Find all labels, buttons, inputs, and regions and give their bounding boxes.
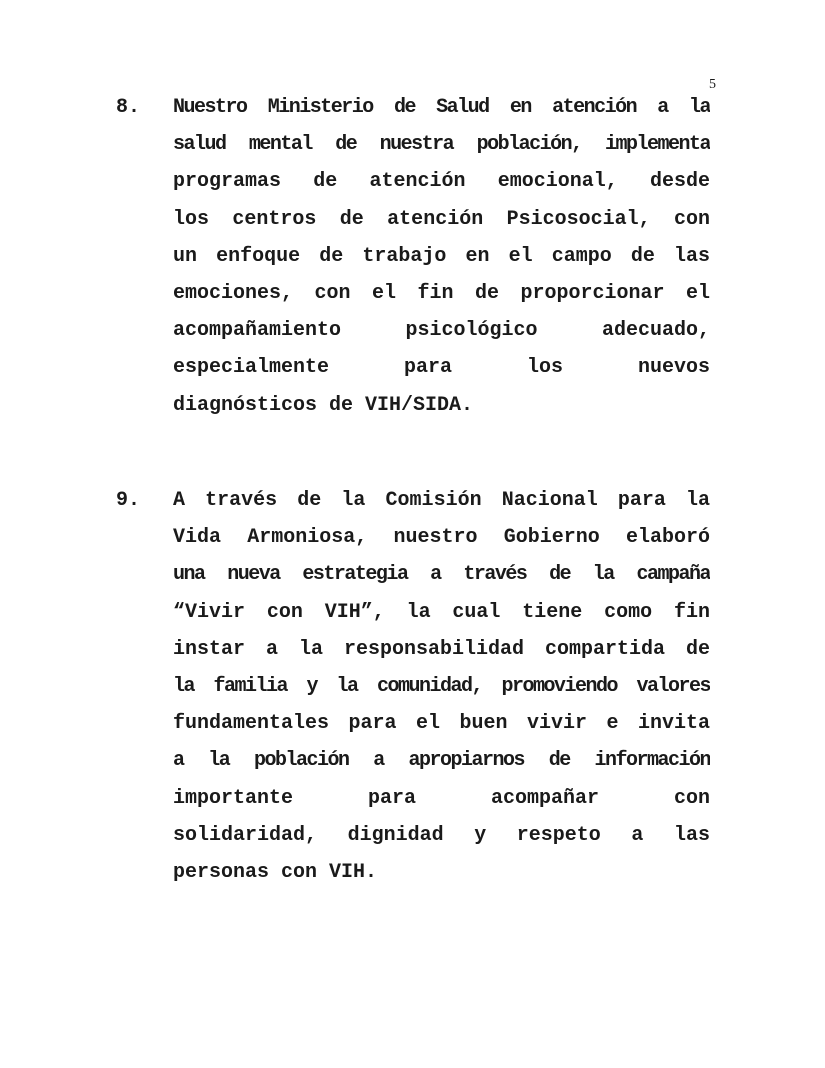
paragraph-line: instar a la responsabilidad compartida de (173, 637, 710, 661)
paragraph-line: emociones, con el fin de proporcionar el (173, 281, 710, 305)
paragraph-line: los centros de atención Psicosocial, con (173, 207, 710, 231)
paragraph-line: solidaridad, dignidad y respeto a las (173, 823, 710, 847)
paragraph-line: una nueva estrategia a través de la campaña (173, 563, 710, 587)
paragraph-line: diagnósticos de VIH/SIDA. (173, 393, 474, 417)
paragraph-line: salud mental de nuestra población, implementa (173, 133, 710, 157)
paragraph-line: fundamentales para el buen vivir e invita (173, 712, 710, 736)
paragraph (173, 482, 710, 891)
page-number: 5 (709, 77, 716, 92)
paragraph-line: a la población a apropiarnos de información (173, 749, 710, 773)
paragraph (173, 89, 710, 424)
paragraph-line: Nuestro Ministerio de Salud en atención a la (173, 96, 710, 119)
paragraph-line: un enfoque de trabajo en el campo de las (173, 244, 710, 268)
item-number: 9. (116, 489, 141, 512)
paragraph-line: personas con VIH. (173, 860, 378, 884)
paragraph-line: programas de atención emocional, desde (173, 170, 710, 194)
paragraph-line: la familia y la comunidad, promoviendo valores (173, 674, 710, 698)
paragraph-line: importante para acompañar con (173, 786, 710, 810)
paragraph-line: A través de la Comisión Nacional para la (173, 489, 710, 512)
item-number: 8. (116, 96, 141, 119)
paragraph-line: acompañamiento psicológico adecuado, (173, 319, 710, 343)
paragraph-line: “Vivir con VIH”, la cual tiene como fin (173, 600, 710, 624)
paragraph-line: Vida Armoniosa, nuestro Gobierno elaboró (173, 526, 710, 550)
paragraph-line: especialmente para los nuevos (173, 356, 710, 380)
